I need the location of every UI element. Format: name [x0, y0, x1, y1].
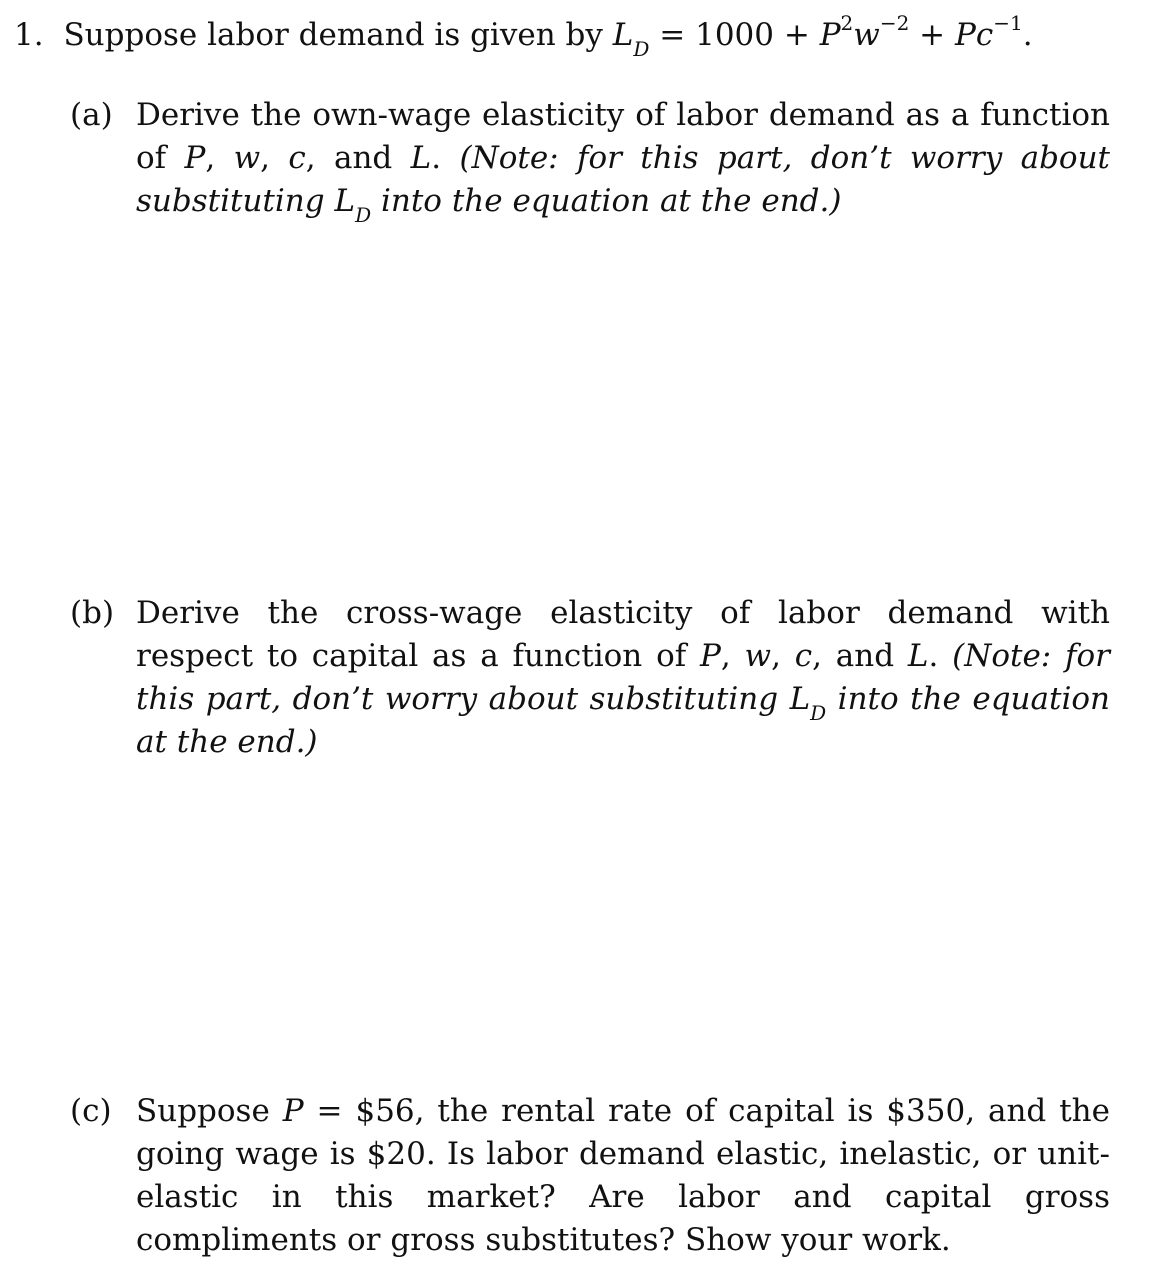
part-b-var-c: c: [794, 638, 813, 674]
part-c-text2: $56, the rental rate of capital is $350, and the going wage is $20. Is labor demand elastic, inelastic, or unit-elastic in this market? Are labor and capital gross compliments or gross substitutes? Show your work.: [136, 1093, 1110, 1258]
part-c: [70, 1090, 1110, 1262]
part-a-var-w: w: [233, 140, 261, 176]
part-a-note-var: L: [334, 183, 356, 219]
labor-demand-equation: [612, 10, 1033, 62]
part-b-var-p: P: [700, 638, 721, 674]
part-a-var-l: L: [410, 140, 432, 176]
part-c-var-p: P: [282, 1093, 304, 1129]
part-a-note-open: (Note: for this part, don’t worry about substituting: [136, 140, 1111, 219]
part-b-sep3: , and: [812, 638, 895, 674]
part-c-text1: Suppose: [136, 1093, 270, 1129]
eq-constant: 1000 +: [695, 17, 810, 53]
eq-lhs-sub: D: [633, 37, 650, 62]
eq-plus: +: [919, 17, 946, 53]
part-b-body: [136, 592, 1110, 764]
part-b-text: Derive the cross-wage elasticity of labor demand with respect to capital as a function of: [136, 595, 1110, 674]
eq-term1-b-exp: −2: [879, 10, 910, 35]
part-a-var-c: c: [288, 140, 306, 176]
question-1: [14, 10, 1033, 62]
part-a-sep3: , and: [305, 140, 393, 176]
part-b: [70, 592, 1110, 764]
eq-equals: =: [659, 17, 686, 53]
eq-term2-exp: −1: [993, 10, 1023, 35]
part-a: [70, 94, 1111, 228]
part-b-note-var-sub: D: [810, 701, 827, 726]
eq-term2: Pc: [955, 17, 994, 53]
part-b-var-l: L: [907, 638, 929, 674]
part-a-sep2: ,: [260, 140, 271, 176]
eq-term1: P: [819, 17, 841, 53]
eq-term1-b: w: [853, 17, 880, 53]
part-a-sep4: .: [431, 140, 442, 176]
question-number: 1.: [14, 17, 44, 53]
part-a-label: (a): [70, 97, 113, 133]
part-a-var-p: P: [184, 140, 206, 176]
part-b-sep1: ,: [720, 638, 731, 674]
part-a-text: Derive the own-wage elasticity of labor demand as a function of: [136, 97, 1110, 176]
part-b-sep4: .: [928, 638, 939, 674]
eq-end: .: [1022, 17, 1033, 53]
question-text: Suppose labor demand is given by: [63, 17, 603, 53]
part-b-note-var: L: [789, 681, 811, 717]
part-b-note-close: into the equation at the end.): [136, 681, 1110, 760]
part-a-note-var-sub: D: [355, 203, 372, 228]
part-b-var-w: w: [744, 638, 772, 674]
part-a-body: [136, 94, 1111, 228]
part-a-note-close: into the equation at the end.): [380, 183, 842, 219]
part-c-equals: =: [316, 1093, 343, 1129]
part-c-body: [136, 1090, 1110, 1262]
part-a-sep1: ,: [205, 140, 216, 176]
part-b-note-open: (Note: for this part, don’t worry about substituting: [136, 638, 1110, 717]
part-c-label: (c): [70, 1093, 112, 1129]
eq-lhs: L: [612, 17, 634, 53]
part-b-label: (b): [70, 595, 115, 631]
eq-term1-exp: 2: [840, 10, 854, 35]
part-b-sep2: ,: [771, 638, 781, 674]
